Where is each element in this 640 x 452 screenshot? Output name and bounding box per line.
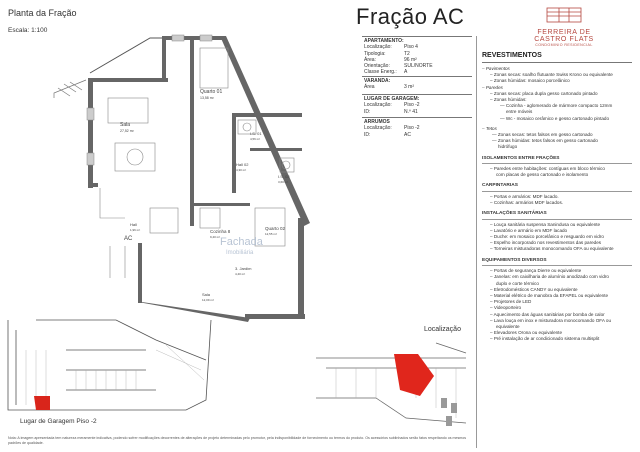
section-title: INSTALAÇÕES SANITÁRIAS <box>482 211 547 217</box>
room-quarto2-label: Quarto 02 <box>265 226 286 231</box>
garagem-heading: LUGAR DE GARAGEM: <box>364 96 420 102</box>
info-key: Localização: <box>364 125 392 132</box>
fraction-title: Fração AC <box>356 4 465 29</box>
location-caption: Localização <box>424 326 461 333</box>
section-item: – Janelas: em caixilharia de alumínio anodizado com vidro <box>490 274 609 280</box>
section-item: duplo e corte térmico <box>496 280 539 286</box>
garage-caption: Lugar de Garagem Piso -2 <box>20 418 97 425</box>
room-sala2-area: 12,09 m² <box>202 298 214 302</box>
info-key: Área: <box>364 56 376 63</box>
section-item: – Lavatório e armário em MDF lacado <box>490 227 568 233</box>
section-item: – Videoporteiro <box>490 305 522 311</box>
section-item: – Cozinhas: armários MDF lacados. <box>490 200 564 206</box>
arrumos-heading: ARRUMOS <box>364 119 390 125</box>
section-item: – Duche: em mosaico porcelânico e resguardo em vidro <box>490 234 604 240</box>
revestimento-line: — Zonas secas: tetos falsos em gesso cartonado <box>492 132 593 138</box>
scale-label: Escala: 1:100 <box>8 27 48 34</box>
revestimento-line: – Zonas secas: placa dupla gesso cartonado pintado <box>490 90 598 96</box>
plan-title: Planta da Fração <box>8 8 77 18</box>
room-wc2-area: 3,60 m² <box>278 180 289 184</box>
room-quarto1-label: Quarto 01 <box>200 89 223 95</box>
watermark-imobiliaria: Imobiliária <box>226 250 254 256</box>
room-hall1-label: Hall <box>130 222 137 227</box>
room-sala-label: Sala <box>120 122 131 128</box>
varanda-block <box>364 78 472 91</box>
section-item: – Elevadores Orona ou equivalente <box>490 330 563 336</box>
garagem-block <box>364 96 472 115</box>
info-value: 3 m² <box>404 84 414 91</box>
info-value: 96 m² <box>404 56 417 63</box>
section-item: – Torneiras misturadoras monocomando OFA ou equivalente <box>490 246 614 252</box>
section-item: – Espelho incorporado nos revestimentos das paredes <box>490 240 602 246</box>
room-cozinha-area: 9,40 m² <box>210 235 221 239</box>
section-item: – Pré instalação de ar condicionado sistema multisplit <box>490 336 600 342</box>
varanda-heading: VARANDA: <box>364 78 391 84</box>
section-item: equivalente <box>496 323 520 329</box>
section-item: – Lava louça em inox e misturadora monocomando OFA ou <box>490 317 612 323</box>
apartment-block <box>364 38 472 76</box>
logo <box>524 6 604 47</box>
revestimento-line: – Tetos <box>482 125 497 131</box>
revestimento-line: – Pavimentos <box>482 66 510 71</box>
section-item: – Paredes entre habitações: contíguas em bloco térmico <box>490 166 605 172</box>
info-value: N.º 41 <box>404 108 418 115</box>
room-sala-area: 27,52 m² <box>120 129 134 133</box>
info-value: SUL/NORTE <box>404 63 433 70</box>
section-item: – Portas e armários: MDF lacado. <box>490 193 559 199</box>
location-plan <box>316 338 474 434</box>
apartment-heading: APARTAMENTO: <box>364 38 404 44</box>
section-title: EQUIPAMENTOS DIVERSOS <box>482 257 547 263</box>
revestimento-line: – Paredes <box>482 84 503 90</box>
room-wc2-label: I.S. 02 <box>278 174 290 179</box>
section-item: – Aquecimento das águas sanitárias por bomba de calor <box>490 311 605 317</box>
info-key: ID: <box>364 108 371 115</box>
revestimento-line: — Cozinha - aglomerado de mármore compacto 12mm <box>500 103 613 109</box>
section-item: – Portas de segurança Dierre ou equivalente <box>490 268 582 274</box>
revestimento-line: hidrófugo <box>498 144 518 150</box>
revestimento-line: entre móveis <box>506 109 533 115</box>
revestimento-line: – Zonas secas: soalho flutuante Swiss Krono ou equivalente <box>490 72 613 78</box>
info-row <box>364 69 472 75</box>
revestimentos-panel <box>482 52 632 343</box>
room-quarto1-area: 13,58 m² <box>200 96 214 100</box>
revestimento-line: – Zonas húmidas: mosaico porcelânico <box>490 78 570 84</box>
section-item: – Projetores de LED <box>490 299 532 305</box>
info-key: Localização: <box>364 102 392 109</box>
ac-mark: AC <box>124 236 133 242</box>
info-value: T2 <box>404 50 410 57</box>
room-cozinha-label: Cozinha 8 <box>210 229 231 234</box>
logo-tagline: CONDOMINIO RESIDENCIAL <box>535 43 593 47</box>
info-row <box>364 132 472 138</box>
arrumos-block <box>364 119 472 138</box>
info-key: Localização: <box>364 44 392 51</box>
footnote: Nota: A imagem apresentada tem natureza meramente indicativa, podendo sofrer modificações decorrentes de alterações de projeto determinadas pelo promotor, pela indisponibilidade de fornecimento ou termos do produto. Os acessórios sublinhados serão fatos respeitando os mesmos padrões de qualidade. <box>8 436 467 445</box>
location-highlight <box>394 354 434 396</box>
info-value: Piso -2 <box>404 125 420 132</box>
section-item: – Louça sanitária suspensa Sanindusa ou equivalente <box>490 221 601 227</box>
room-wc1-label: I.S. 01 <box>250 131 262 136</box>
section-title: CARPINTARIAS <box>482 183 518 189</box>
info-value: Piso 4 <box>404 44 418 51</box>
info-value: Piso -2 <box>404 102 420 109</box>
info-key: Classe Energ.: <box>364 69 397 76</box>
section-title: ISOLAMENTOS ENTRE FRAÇÕES <box>482 155 560 161</box>
garage-spot-highlight <box>34 396 50 410</box>
info-key: Área <box>364 84 375 91</box>
section-item: – Material elétrico de manobra da EFAPEL ou equivalente <box>490 292 609 298</box>
watermark-fachada: Fachada <box>220 236 263 248</box>
revestimento-line: — Wc - mosaico cerâmico e gesso cartonado pintado <box>500 115 610 121</box>
room-hall1-area: 1,96 m² <box>130 228 141 232</box>
info-key: Orientação: <box>364 63 390 70</box>
room-jardim-label: 3. Jardim <box>235 266 252 271</box>
revestimento-line: – Zonas húmidas: <box>490 97 527 103</box>
logo-name: FERREIRA DE CASTRO FLATS <box>534 29 594 43</box>
info-key: Tipologia: <box>364 50 386 57</box>
garage-plan <box>6 310 216 414</box>
section-item: com placas de gesso cartonado e isolamento <box>496 172 589 178</box>
room-quarto2-area: 12,55 m² <box>265 232 277 236</box>
room-jardim-area: 4,40 m² <box>235 272 246 276</box>
room-hall-area: 4,30 m² <box>236 168 247 172</box>
info-row <box>364 109 472 115</box>
info-key: ID: <box>364 131 371 138</box>
room-sala2-label: Sala <box>202 292 211 297</box>
room-wc1-area: 4,56 m² <box>250 137 261 141</box>
revestimentos-title: REVESTIMENTOS <box>482 52 542 59</box>
logo-mark-icon <box>539 6 589 24</box>
info-value: AC <box>404 131 411 138</box>
info-value: A <box>404 69 408 76</box>
section-item: – Eletrodomésticos CANDY ou equivalente <box>490 286 578 292</box>
room-hall-label: Hall 02 <box>236 162 249 167</box>
info-row <box>364 84 472 90</box>
revestimento-line: — Zonas húmidas: tetos falsos em gesso cartonado <box>492 138 598 144</box>
floor-plan <box>50 18 350 338</box>
